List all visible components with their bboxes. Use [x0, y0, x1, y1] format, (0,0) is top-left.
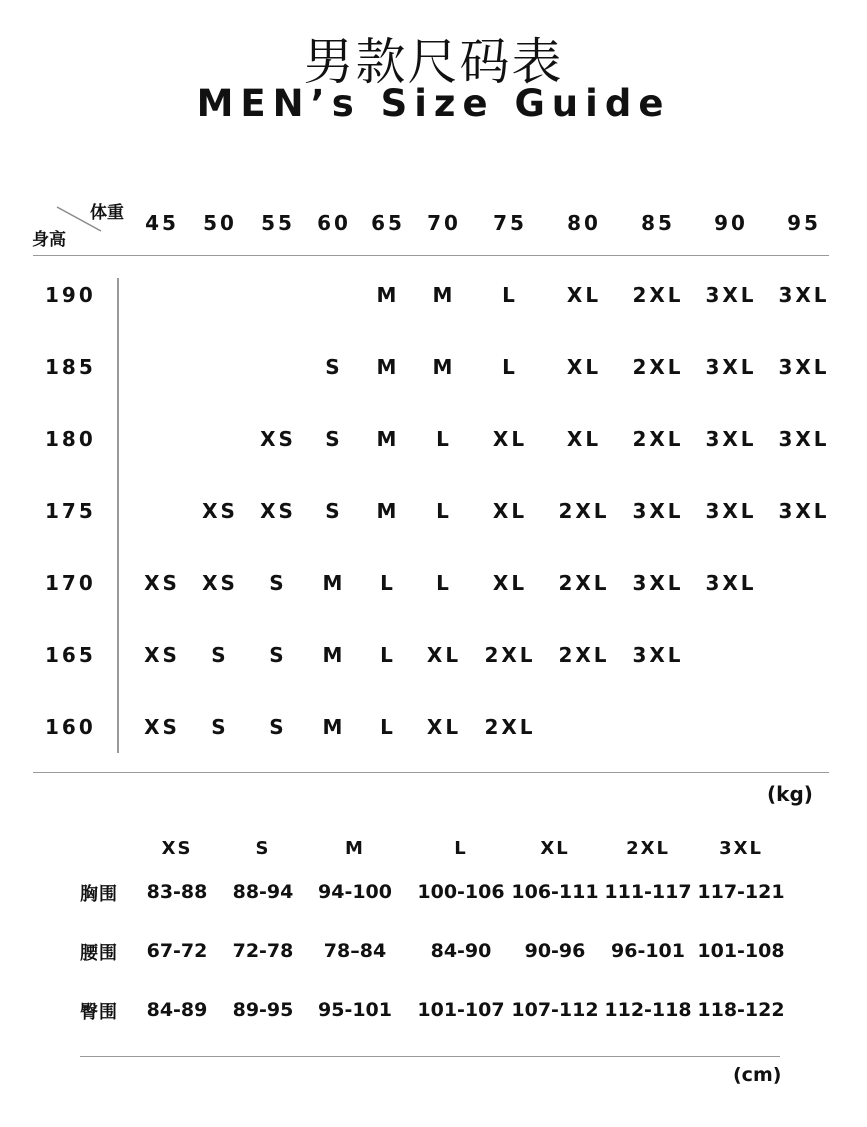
- size-cell: XS: [202, 499, 238, 523]
- measurement-size-header: XL: [540, 838, 570, 859]
- size-cell: M: [376, 355, 400, 379]
- size-cell: M: [432, 283, 456, 307]
- weight-label: 45: [145, 211, 179, 235]
- size-cell: L: [502, 355, 518, 379]
- measurement-size-header: 2XL: [626, 838, 670, 859]
- size-cell: XL: [566, 283, 602, 307]
- measurement-row-label: 臀围: [80, 1002, 118, 1023]
- size-cell: XS: [144, 571, 180, 595]
- weight-label: 55: [261, 211, 295, 235]
- size-cell: XL: [426, 643, 462, 667]
- size-cell: XS: [260, 427, 296, 451]
- size-cell: XL: [426, 715, 462, 739]
- height-label: 180: [45, 427, 96, 451]
- size-cell: S: [269, 715, 287, 739]
- measurement-value: 72-78: [232, 940, 294, 962]
- measurement-value: 96-101: [611, 940, 685, 962]
- size-cell: XL: [492, 571, 528, 595]
- weight-label: 70: [427, 211, 461, 235]
- measurement-value: 117-121: [697, 881, 785, 903]
- size-cell: 2XL: [558, 643, 610, 667]
- size-cell: 3XL: [778, 283, 830, 307]
- measurement-value: 101-108: [697, 940, 785, 962]
- size-cell: 2XL: [632, 427, 684, 451]
- measurement-value: 90-96: [524, 940, 586, 962]
- measurement-value: 67-72: [146, 940, 208, 962]
- measurement-size-header: L: [454, 838, 468, 859]
- height-label: 190: [45, 283, 96, 307]
- height-label: 185: [45, 355, 96, 379]
- size-cell: XS: [144, 715, 180, 739]
- size-cell: L: [436, 499, 452, 523]
- size-cell: L: [380, 715, 396, 739]
- size-cell: S: [269, 643, 287, 667]
- size-cell: M: [432, 355, 456, 379]
- size-cell: L: [380, 643, 396, 667]
- size-cell: M: [376, 499, 400, 523]
- corner-label-height: 身高: [32, 230, 66, 250]
- size-cell: S: [325, 355, 343, 379]
- size-cell: 2XL: [558, 571, 610, 595]
- size-cell: M: [376, 427, 400, 451]
- size-cell: XL: [492, 499, 528, 523]
- height-label: 160: [45, 715, 96, 739]
- measurement-value: 118-122: [697, 999, 785, 1021]
- measurement-value: 94-100: [318, 881, 392, 903]
- weight-label: 65: [371, 211, 405, 235]
- size-cell: 3XL: [705, 499, 757, 523]
- measurement-row-label: 胸围: [80, 884, 118, 905]
- measurement-value: 100-106: [417, 881, 505, 903]
- measurement-value: 95-101: [318, 999, 392, 1021]
- header-divider: [33, 255, 829, 256]
- size-cell: XS: [260, 499, 296, 523]
- measurement-value: 107-112: [511, 999, 599, 1021]
- size-cell: 2XL: [484, 715, 536, 739]
- weight-label: 95: [787, 211, 821, 235]
- measurement-value: 89-95: [232, 999, 294, 1021]
- size-cell: M: [322, 571, 346, 595]
- measurement-value: 88-94: [232, 881, 294, 903]
- size-cell: L: [436, 427, 452, 451]
- weight-label: 90: [714, 211, 748, 235]
- size-cell: L: [436, 571, 452, 595]
- measurement-size-header: M: [345, 838, 365, 859]
- size-cell: S: [325, 427, 343, 451]
- size-cell: M: [322, 715, 346, 739]
- size-cell: 3XL: [632, 643, 684, 667]
- size-cell: 2XL: [632, 283, 684, 307]
- size-cell: 2XL: [558, 499, 610, 523]
- size-cell: S: [325, 499, 343, 523]
- measurement-value: 78–84: [323, 940, 387, 962]
- size-cell: XL: [566, 427, 602, 451]
- size-cell: 3XL: [632, 571, 684, 595]
- size-cell: XL: [492, 427, 528, 451]
- measurement-value: 111-117: [604, 881, 692, 903]
- grid-bottom-divider: [33, 772, 829, 773]
- size-cell: 3XL: [778, 355, 830, 379]
- weight-label: 75: [493, 211, 527, 235]
- height-axis-line: [117, 278, 119, 753]
- size-cell: 2XL: [632, 355, 684, 379]
- size-cell: L: [380, 571, 396, 595]
- size-cell: 3XL: [778, 499, 830, 523]
- weight-unit: (kg): [767, 782, 813, 806]
- height-label: 165: [45, 643, 96, 667]
- size-cell: S: [211, 643, 229, 667]
- size-cell: 3XL: [705, 283, 757, 307]
- measurement-size-header: S: [255, 838, 271, 859]
- measurement-value: 84-90: [430, 940, 492, 962]
- size-cell: 3XL: [705, 571, 757, 595]
- corner-label-weight: 体重: [90, 203, 124, 223]
- measurement-size-header: 3XL: [719, 838, 763, 859]
- title-chinese: 男款尺码表: [303, 33, 564, 91]
- size-cell: S: [269, 571, 287, 595]
- measurement-unit: (cm): [733, 1064, 782, 1086]
- measurement-value: 112-118: [604, 999, 692, 1021]
- measurement-value: 101-107: [417, 999, 505, 1021]
- size-cell: M: [376, 283, 400, 307]
- size-cell: 3XL: [705, 427, 757, 451]
- size-cell: S: [211, 715, 229, 739]
- size-cell: XS: [144, 643, 180, 667]
- weight-label: 60: [317, 211, 351, 235]
- height-label: 170: [45, 571, 96, 595]
- size-cell: 2XL: [484, 643, 536, 667]
- size-cell: M: [322, 643, 346, 667]
- size-cell: XS: [202, 571, 238, 595]
- size-cell: XL: [566, 355, 602, 379]
- size-cell: L: [502, 283, 518, 307]
- height-label: 175: [45, 499, 96, 523]
- weight-label: 50: [203, 211, 237, 235]
- weight-label: 85: [641, 211, 675, 235]
- measurement-value: 106-111: [511, 881, 599, 903]
- weight-label: 80: [567, 211, 601, 235]
- measurement-divider: [80, 1056, 780, 1057]
- measurement-value: 84-89: [146, 999, 208, 1021]
- size-cell: 3XL: [632, 499, 684, 523]
- title-english: MEN’s Size Guide: [196, 82, 671, 125]
- measurement-size-header: XS: [161, 838, 193, 859]
- size-cell: 3XL: [778, 427, 830, 451]
- size-cell: 3XL: [705, 355, 757, 379]
- measurement-row-label: 腰围: [80, 943, 118, 964]
- measurement-value: 83-88: [146, 881, 208, 903]
